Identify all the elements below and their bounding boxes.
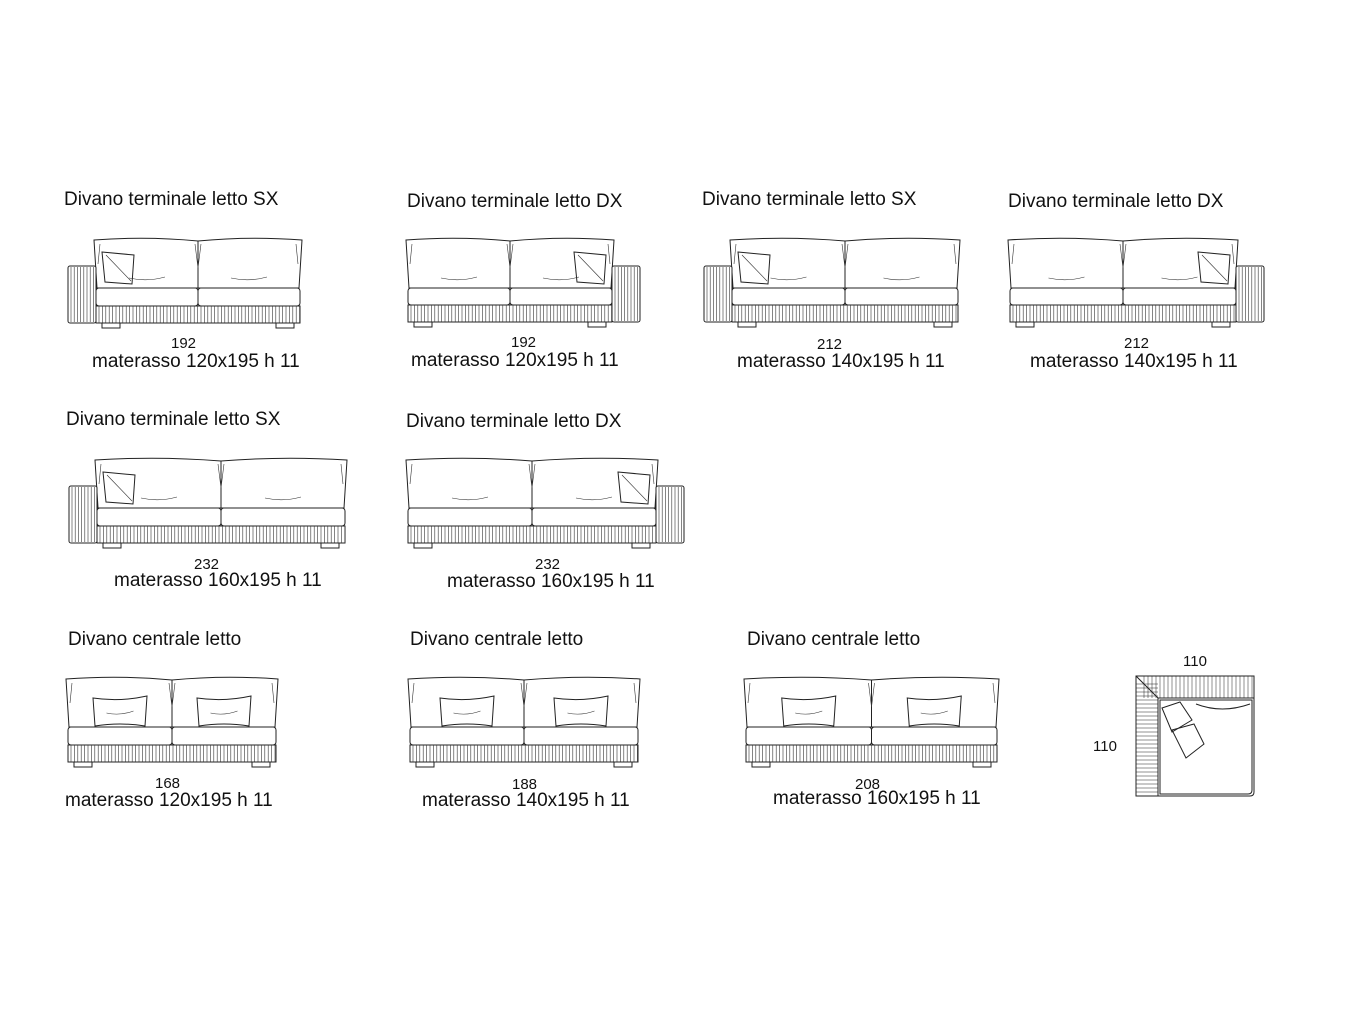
width-dimension: 188 bbox=[512, 776, 538, 793]
mattress-spec: materasso 140x195 h 11 bbox=[737, 351, 945, 372]
item-title: Divano terminale letto DX bbox=[407, 191, 623, 212]
sofa-leg bbox=[103, 543, 121, 548]
item-title: Divano centrale letto bbox=[410, 629, 584, 650]
mattress-spec: materasso 160x195 h 11 bbox=[114, 570, 322, 591]
sofa-base bbox=[410, 745, 638, 762]
throw-pillow bbox=[782, 696, 836, 726]
sofa-group bbox=[744, 677, 999, 767]
throw-pillow bbox=[440, 696, 494, 726]
sofa-group bbox=[704, 238, 960, 327]
mattress-spec: materasso 140x195 h 11 bbox=[422, 790, 630, 811]
armrest bbox=[68, 266, 96, 323]
corner-module-drawing bbox=[1132, 674, 1258, 800]
mattress-spec: materasso 160x195 h 11 bbox=[447, 571, 655, 592]
sofa-group bbox=[1008, 238, 1264, 327]
sofa-leg bbox=[416, 762, 434, 767]
item-title: Divano terminale letto SX bbox=[66, 409, 281, 430]
corner-pillow bbox=[1162, 702, 1192, 732]
width-dimension: 212 bbox=[817, 336, 843, 353]
sofa-leg bbox=[414, 543, 432, 548]
sofa-base bbox=[96, 306, 300, 323]
sofa-group bbox=[406, 458, 684, 548]
seat-cushion bbox=[408, 288, 510, 305]
sofa-leg bbox=[321, 543, 339, 548]
back-cushion bbox=[406, 238, 510, 288]
seat-cushion bbox=[510, 288, 612, 305]
seat-cushion bbox=[198, 288, 300, 306]
sofa-leg bbox=[752, 762, 770, 767]
armrest bbox=[69, 486, 97, 543]
corner-width-dimension: 110 bbox=[1183, 653, 1207, 670]
back-cushion bbox=[1008, 238, 1123, 288]
sofa-group bbox=[66, 677, 278, 767]
seat-cushion bbox=[97, 508, 221, 526]
sofa-base bbox=[68, 745, 276, 762]
seat-cushion bbox=[408, 508, 532, 526]
armrest bbox=[656, 486, 684, 543]
mattress-spec: materasso 120x195 h 11 bbox=[65, 790, 273, 811]
seat-cushion bbox=[410, 727, 524, 745]
item-title: Divano terminale letto DX bbox=[1008, 191, 1224, 212]
width-dimension: 192 bbox=[171, 335, 197, 352]
width-dimension: 192 bbox=[511, 334, 537, 351]
sofa-group bbox=[68, 238, 302, 328]
armrest bbox=[1236, 266, 1264, 322]
sofa-leg bbox=[614, 762, 632, 767]
sofa-leg bbox=[934, 322, 952, 327]
sofa-leg bbox=[632, 543, 650, 548]
seat-cushion bbox=[68, 727, 172, 745]
sofa-leg bbox=[252, 762, 270, 767]
sofa-leg bbox=[1016, 322, 1034, 327]
seat-cushion bbox=[746, 727, 872, 745]
armrest bbox=[704, 266, 732, 322]
width-dimension: 208 bbox=[855, 776, 881, 793]
seat-cushion bbox=[221, 508, 345, 526]
sofa-group bbox=[408, 677, 640, 767]
seat-fold bbox=[1196, 704, 1250, 709]
corner-depth-dimension: 110 bbox=[1093, 738, 1117, 755]
back-cushion bbox=[198, 238, 302, 288]
item-title: Divano terminale letto DX bbox=[406, 411, 622, 432]
base-stripes bbox=[71, 745, 275, 762]
seat-cushion bbox=[172, 727, 276, 745]
armrest bbox=[612, 266, 640, 322]
seat-cushion bbox=[1010, 288, 1123, 305]
sofa-base bbox=[732, 305, 958, 322]
width-dimension: 232 bbox=[535, 556, 561, 573]
sofa-leg bbox=[74, 762, 92, 767]
sofa-drawing bbox=[68, 236, 300, 330]
width-dimension: 212 bbox=[1124, 335, 1150, 352]
width-dimension: 168 bbox=[155, 775, 181, 792]
sofa-leg bbox=[102, 323, 120, 328]
corner-back-edge bbox=[1136, 676, 1254, 698]
sofa-drawing bbox=[69, 456, 345, 550]
throw-pillow bbox=[907, 696, 961, 726]
sofa-group bbox=[406, 238, 640, 327]
seat-cushion bbox=[524, 727, 638, 745]
sofa-drawing bbox=[410, 675, 638, 769]
seat-cushion bbox=[845, 288, 958, 305]
mattress-spec: materasso 160x195 h 11 bbox=[773, 788, 981, 809]
sofa-leg bbox=[414, 322, 432, 327]
width-dimension: 232 bbox=[194, 556, 220, 573]
sofa-base bbox=[1010, 305, 1236, 322]
mattress-spec: materasso 140x195 h 11 bbox=[1030, 351, 1238, 372]
seat-cushion bbox=[1123, 288, 1236, 305]
corner-pillow bbox=[1172, 724, 1204, 758]
sofa-drawing bbox=[68, 675, 276, 769]
item-title: Divano centrale letto bbox=[68, 629, 242, 650]
sofa-leg bbox=[588, 322, 606, 327]
corner-seat bbox=[1160, 700, 1252, 794]
item-title: Divano terminale letto SX bbox=[702, 189, 917, 210]
sofa-drawing bbox=[704, 236, 958, 329]
sofa-leg bbox=[738, 322, 756, 327]
seat-cushion bbox=[532, 508, 656, 526]
mattress-spec: materasso 120x195 h 11 bbox=[92, 351, 300, 372]
sofa-drawing bbox=[1010, 236, 1264, 329]
sofa-drawing bbox=[746, 675, 997, 769]
sofa-base bbox=[408, 305, 612, 322]
sofa-drawing bbox=[408, 456, 684, 550]
sofa-leg bbox=[1212, 322, 1230, 327]
sofa-group bbox=[69, 458, 347, 548]
back-cushion bbox=[845, 238, 960, 288]
sofa-drawing bbox=[408, 236, 640, 329]
throw-pillow bbox=[554, 696, 608, 726]
mattress-spec: materasso 120x195 h 11 bbox=[411, 350, 619, 371]
item-title: Divano centrale letto bbox=[747, 629, 921, 650]
item-title: Divano terminale letto SX bbox=[64, 189, 279, 210]
throw-pillow bbox=[93, 696, 147, 726]
throw-pillow bbox=[197, 696, 251, 726]
sofa-leg bbox=[973, 762, 991, 767]
seat-cushion bbox=[732, 288, 845, 305]
back-cushion bbox=[406, 458, 532, 508]
seat-cushion bbox=[96, 288, 198, 306]
seat-cushion bbox=[872, 727, 998, 745]
sofa-leg bbox=[276, 323, 294, 328]
back-cushion bbox=[221, 458, 347, 508]
